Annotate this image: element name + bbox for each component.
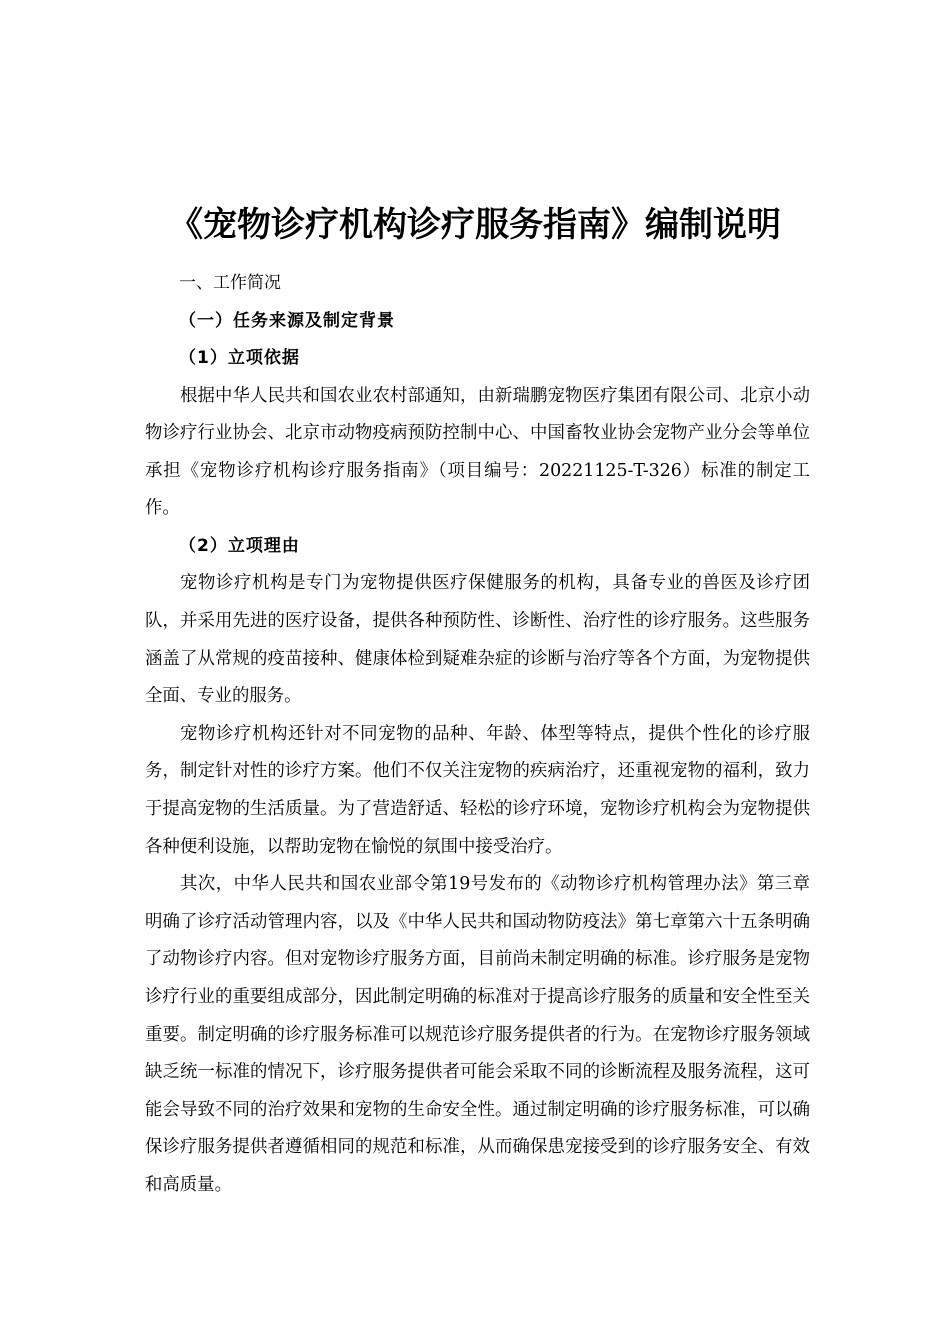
paragraph-reason-3: 其次，中华人民共和国农业部令第19号发布的《动物诊疗机构管理办法》第三章明确了诊疗活动管理内容，以及《中华人民共和国动物防疫法》第七章第六十五条明确了动物诊疗内容。但对宠物诊疗服务方面，目前尚未制定明确的标准。诊疗服务是宠物诊疗行业的重要组成部分，因此制定明确的标准对于提高诊疗服务的质量和安全性至关重要。制定明确的诊疗服务标准可以规范诊疗服务提供者的行为。在宠物诊疗服务领域缺乏统一标准的情况下，诊疗服务提供者可能会采取不同的诊断流程及服务流程，这可能会导致不同的治疗效果和宠物的生命安全性。通过制定明确的诊疗服务标准，可以确保诊疗服务提供者遵循相同的规范和标准，从而确保患宠接受到的诊疗服务安全、有效和高质量。 (145, 874, 810, 1195)
paragraph-project-basis: 根据中华人民共和国农业农村部通知，由新瑞鹏宠物医疗集团有限公司、北京小动物诊疗行业协会、北京市动物疫病预防控制中心、中国畜牧业协会宠物产业分会等单位承担《宠物诊疗机构诊疗服务指南》（项目编号：20221125-T-326）标准的制定工作。 (145, 385, 810, 519)
item-heading-project-basis: （1）立项依据 (179, 348, 300, 368)
item-heading-project-reason: （2）立项理由 (179, 535, 300, 556)
section-heading-work-overview: 一、工作简况 (179, 273, 281, 293)
paragraph-reason-2: 宠物诊疗机构还针对不同宠物的品种、年龄、体型等特点，提供个性化的诊疗服务，制定针对性的诊疗方案。他们不仅关注宠物的疾病治疗，还重视宠物的福利，致力于提高宠物的生活质量。为了营造舒适、轻松的诊疗环境，宠物诊疗机构会为宠物提供各种便利设施，以帮助宠物在愉悦的氛围中接受治疗。 (145, 723, 810, 857)
subsection-heading-task-source: （一）任务来源及制定背景 (179, 310, 395, 331)
document-title: 《宠物诊疗机构诊疗服务指南》编制说明 (169, 205, 781, 245)
paragraph-reason-1: 宠物诊疗机构是专门为宠物提供医疗保健服务的机构，具备专业的兽医及诊疗团队，并采用先进的医疗设备，提供各种预防性、诊断性、治疗性的诊疗服务。这些服务涵盖了从常规的疫苗接种、健康体检到疑难杂症的诊断与治疗等各个方面，为宠物提供全面、专业的服务。 (145, 573, 810, 707)
document-body (145, 265, 810, 1204)
